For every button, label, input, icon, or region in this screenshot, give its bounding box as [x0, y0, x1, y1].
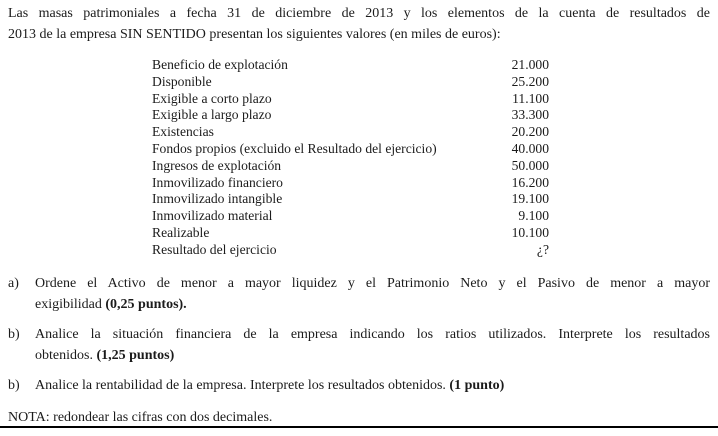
item-label: Ingresos de explotación — [152, 157, 282, 173]
table-row — [152, 175, 549, 192]
item-label: Existencias — [152, 124, 214, 140]
question-line-last — [35, 375, 710, 396]
intro-line-1: Las masas patrimoniales a fecha 31 de diciembre de 2013 y los elementos de la cuenta de resultados de — [8, 6, 710, 21]
question-points: (1 punto) — [449, 377, 505, 393]
note-line: NOTA: redondear las cifras con dos decimales. — [8, 409, 273, 425]
item-label: Inmovilizado material — [152, 208, 273, 224]
item-value: 9.100 — [518, 208, 549, 224]
values-table — [152, 57, 549, 259]
question-line-last — [35, 294, 710, 315]
item-label: Exigible a corto plazo — [152, 90, 272, 106]
item-label: Inmovilizado financiero — [152, 174, 283, 190]
item-label: Exigible a largo plazo — [152, 107, 272, 123]
item-value: 40.000 — [511, 140, 549, 156]
item-label: Beneficio de explotación — [152, 57, 288, 72]
item-value: 50.000 — [511, 157, 549, 173]
item-value: ¿? — [536, 241, 549, 257]
table-row — [152, 74, 549, 91]
table-row — [152, 107, 549, 124]
item-label: Realizable — [152, 224, 210, 240]
item-value: 16.200 — [511, 174, 549, 190]
item-value: 19.100 — [511, 191, 549, 207]
table-row — [152, 191, 549, 208]
table-row — [152, 225, 549, 242]
intro-paragraph — [0, 0, 718, 45]
table-row — [152, 141, 549, 158]
table-row — [152, 124, 549, 141]
question-body — [35, 273, 710, 315]
item-label: Inmovilizado intangible — [152, 191, 283, 207]
item-label: Fondos propios (excluido el Resultado del ejercicio) — [152, 140, 437, 156]
item-value: 11.100 — [512, 90, 549, 106]
bottom-rule — [0, 426, 718, 429]
question-marker: b) — [8, 326, 20, 342]
question-a — [8, 273, 710, 315]
table-row — [152, 57, 549, 74]
table-row — [152, 91, 549, 108]
question-points: (1,25 puntos) — [96, 347, 175, 363]
item-value: 10.100 — [511, 224, 549, 240]
item-value: 33.300 — [511, 107, 549, 123]
question-line-justified: Ordene el Activo de menor a mayor liquidez y el Patrimonio Neto y el Pasivo de menor a mayor — [35, 275, 710, 291]
question-line-justified: Analice la situación financiera de la empresa indicando los ratios utilizados. Interprete los resultados — [35, 326, 710, 342]
item-value: 25.200 — [511, 73, 549, 89]
question-marker: b) — [8, 377, 20, 393]
question-text: Analice la rentabilidad de la empresa. Interprete los resultados obtenidos. — [35, 377, 450, 393]
question-body — [35, 324, 710, 366]
question-b1 — [8, 324, 710, 366]
table-row — [152, 158, 549, 175]
question-body — [35, 375, 710, 396]
question-line-last — [35, 345, 710, 366]
item-value: 21.000 — [511, 57, 549, 72]
item-label: Disponible — [152, 73, 212, 89]
item-label: Resultado del ejercicio — [152, 241, 277, 257]
table-row — [152, 208, 549, 225]
questions-section — [8, 273, 710, 396]
question-marker: a) — [8, 275, 19, 291]
question-b2 — [8, 375, 710, 396]
table-row — [152, 242, 549, 259]
question-text: obtenidos. — [35, 347, 97, 363]
question-points: (0,25 puntos). — [105, 296, 187, 312]
question-text: exigibilidad — [35, 296, 106, 312]
intro-line-2: 2013 de la empresa SIN SENTIDO presentan los siguientes valores (en miles de euros): — [8, 27, 501, 42]
item-value: 20.200 — [511, 124, 549, 140]
